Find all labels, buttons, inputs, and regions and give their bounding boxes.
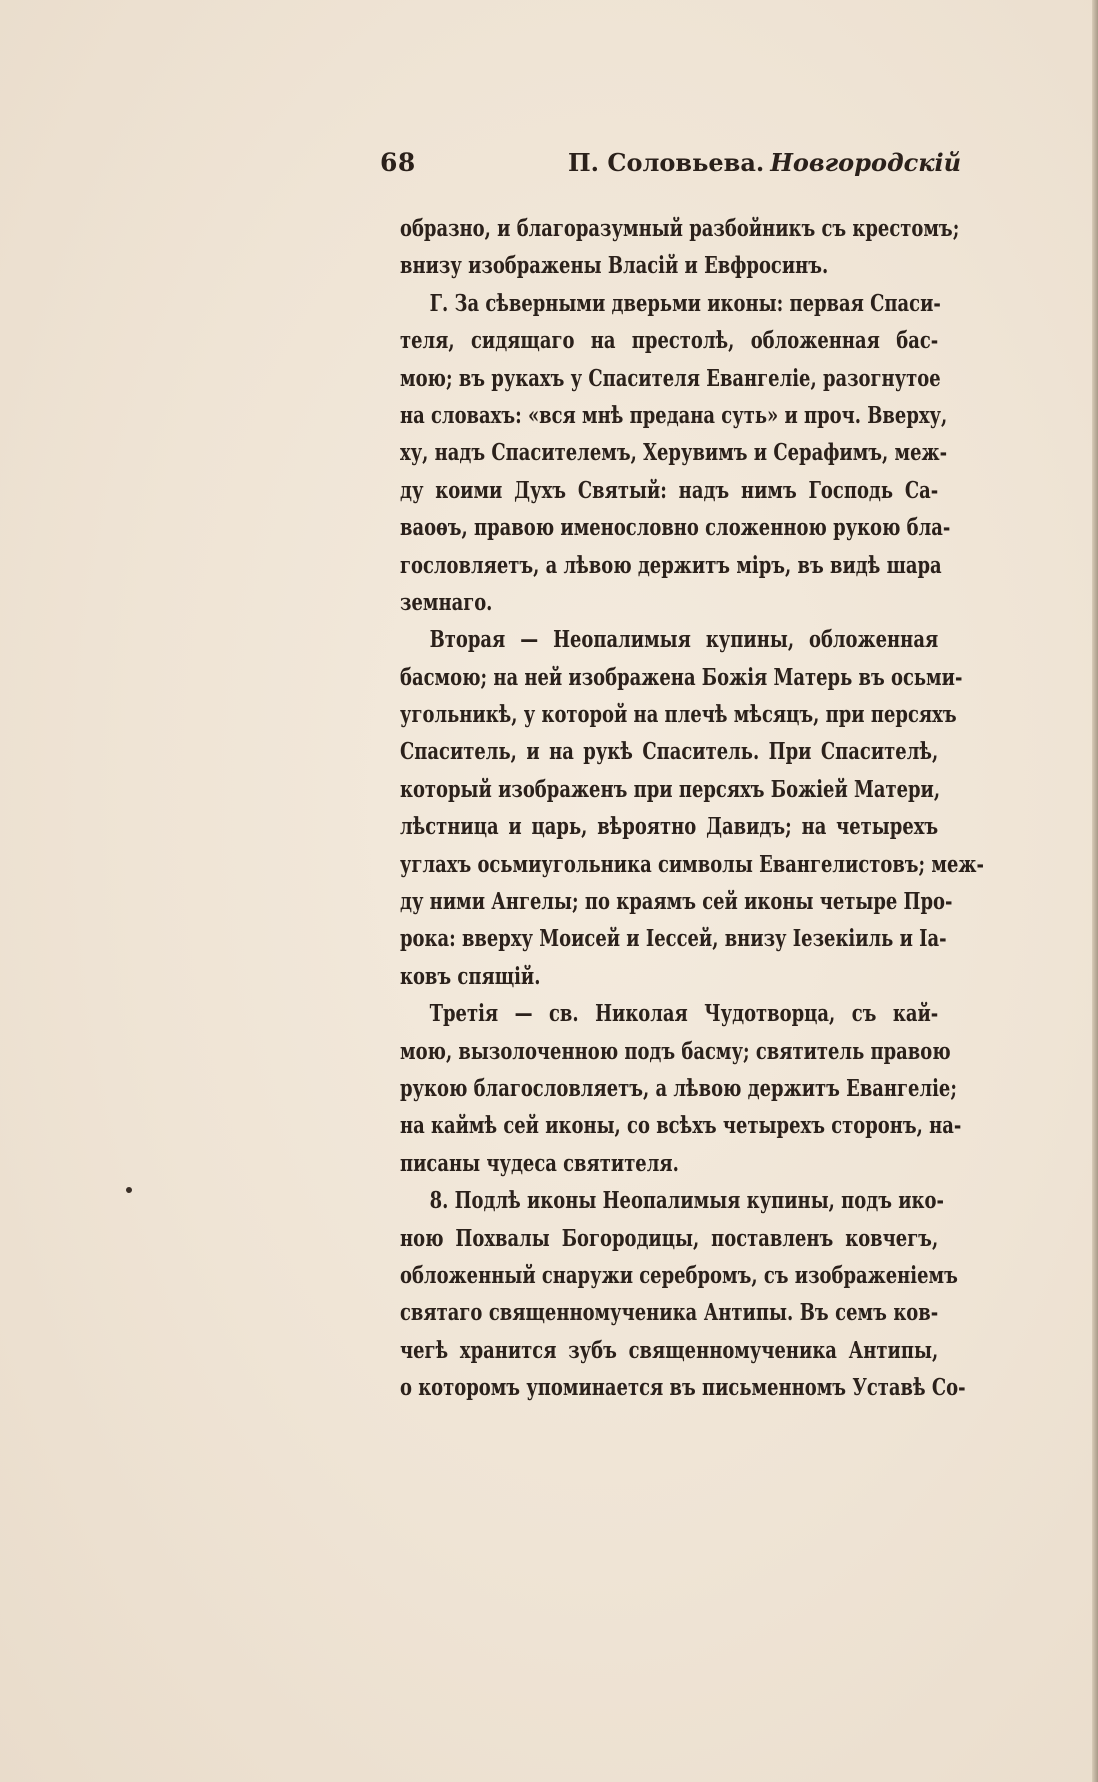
text-line: 8. Подлѣ иконы Неопалимыя купины, подъ ико- <box>429 1187 944 1215</box>
text-line: гословляетъ, а лѣвою держитъ міръ, въ видѣ шара <box>400 551 942 579</box>
page-edge <box>1092 0 1098 1782</box>
text-line: ду ними Ангелы; по краямъ сей иконы четыре Про- <box>400 888 953 916</box>
running-head-author: П. Соловьева. <box>568 148 765 177</box>
text-line: на словахъ: «вся мнѣ предана суть» и проч. Вверху, <box>400 401 948 429</box>
text-line: который изображенъ при персяхъ Божіей Матери, <box>400 775 941 803</box>
text-line: на каймѣ сей иконы, со всѣхъ четырехъ сторонъ, на- <box>400 1112 962 1140</box>
text-line: Спаситель, и на рукѣ Спаситель. При Спасителѣ, <box>400 738 939 766</box>
text-line: Третія — св. Николая Чудотворца, съ кай- <box>429 1000 939 1028</box>
text-line: ваоѳъ, правою именословно сложенною рукою бла- <box>400 514 951 542</box>
text-line: басмою; на ней изображена Божія Матерь въ осьми- <box>400 663 963 691</box>
text-line: образно, и благоразумный разбойникъ съ крестомъ; <box>400 215 960 242</box>
text-line: о которомъ упоминается въ письменномъ Уставѣ Со- <box>400 1374 966 1402</box>
text-line: святаго священномученика Антипы. Въ семъ ков- <box>400 1299 939 1327</box>
page-number: 68 <box>380 148 416 177</box>
text-line: ковъ спящій. <box>400 962 541 990</box>
text-line: Вторая — Неопалимыя купины, обложенная <box>429 626 939 654</box>
text-line: ху, надъ Спасителемъ, Херувимъ и Серафимъ, меж- <box>400 439 948 467</box>
text-line: внизу изображены Власій и Евфросинъ. <box>400 252 829 280</box>
text-line: лѣстница и царь, вѣроятно Давидъ; на четырехъ <box>400 813 939 841</box>
text-line: ду коими Духъ Святый: надъ нимъ Господь Са- <box>400 476 939 504</box>
text-line: чегѣ хранится зубъ священномученика Антипы, <box>400 1336 939 1364</box>
text-line: обложенный снаружи серебромъ, съ изображеніемъ <box>400 1261 958 1289</box>
text-line: Г. За сѣверными дверьми иконы: первая Спаси- <box>429 289 941 317</box>
text-line: теля, сидящаго на престолѣ, обложенная бас- <box>400 327 939 355</box>
text-line: ною Похвалы Богородицы, поставленъ ковчегъ, <box>400 1224 939 1252</box>
text-line: рукою благословляетъ, а лѣвою держитъ Евангеліе; <box>400 1074 957 1102</box>
text-line: угольникѣ, у которой на плечѣ мѣсяцъ, при персяхъ <box>400 701 957 729</box>
body-text <box>400 210 984 1407</box>
page-header <box>380 148 962 180</box>
text-line: рока: вверху Моисей и Іессей, внизу Іезекіиль и Іа- <box>400 925 947 953</box>
running-head-title: Новгородскій <box>770 148 962 177</box>
text-line: мою; въ рукахъ у Спасителя Евангеліе, разогнутое <box>400 364 941 392</box>
text-line: земнаго. <box>400 588 493 616</box>
running-head <box>568 148 961 177</box>
text-line: писаны чудеса святителя. <box>400 1149 679 1177</box>
ink-speck <box>126 1187 132 1193</box>
text-line: мою, вызолоченною подъ басму; святитель правою <box>400 1037 951 1065</box>
text-line: углахъ осьмиугольника символы Евангелистовъ; меж- <box>400 850 984 878</box>
